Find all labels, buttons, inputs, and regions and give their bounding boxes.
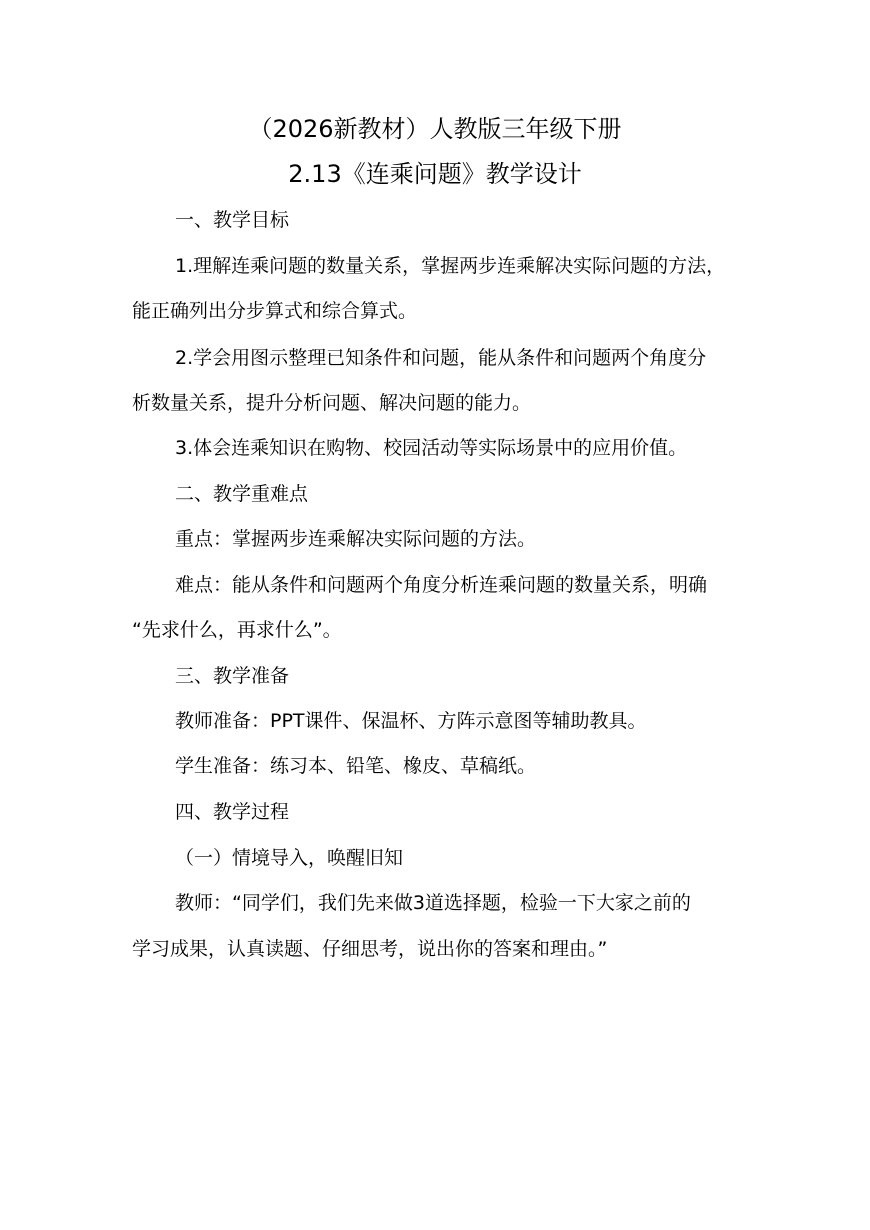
document-title-line1: （2026新教材）人教版三年级下册 bbox=[248, 115, 622, 143]
objective-3: 3.体会连乘知识在购物、校园活动等实际场景中的应用价值。 bbox=[175, 437, 688, 459]
document-title-line2: 2.13《连乘问题》教学设计 bbox=[288, 160, 582, 188]
section-heading-process: 四、教学过程 bbox=[175, 801, 290, 823]
teacher-speech-line-1: 教师：“同学们，我们先来做3道选择题，检验一下大家之前的 bbox=[175, 892, 691, 914]
teacher-preparation: 教师准备：PPT课件、保温杯、方阵示意图等辅助教具。 bbox=[175, 710, 647, 732]
student-preparation: 学生准备：练习本、铅笔、橡皮、草稿纸。 bbox=[175, 755, 537, 777]
section-heading-keypoints: 二、教学重难点 bbox=[175, 483, 309, 505]
section-heading-objectives: 一、教学目标 bbox=[175, 209, 290, 231]
objective-2-line-2: 析数量关系，提升分析问题、解决问题的能力。 bbox=[132, 392, 532, 414]
difficulty-line-1: 难点：能从条件和问题两个角度分析连乘问题的数量关系，明确 bbox=[175, 574, 708, 596]
teacher-speech-line-2: 学习成果，认真读题、仔细思考，说出你的答案和理由。” bbox=[132, 938, 608, 960]
objective-2-line-1: 2.学会用图示整理已知条件和问题，能从条件和问题两个角度分 bbox=[175, 347, 707, 369]
objective-1-line-2: 能正确列出分步算式和综合算式。 bbox=[132, 300, 418, 322]
section-heading-preparation: 三、教学准备 bbox=[175, 665, 290, 687]
key-point: 重点：掌握两步连乘解决实际问题的方法。 bbox=[175, 528, 537, 550]
difficulty-line-2: “先求什么，再求什么”。 bbox=[132, 619, 342, 641]
process-subheading-1: （一）情境导入，唤醒旧知 bbox=[175, 847, 404, 869]
objective-1-line-1: 1.理解连乘问题的数量关系，掌握两步连乘解决实际问题的方法， bbox=[175, 255, 726, 277]
